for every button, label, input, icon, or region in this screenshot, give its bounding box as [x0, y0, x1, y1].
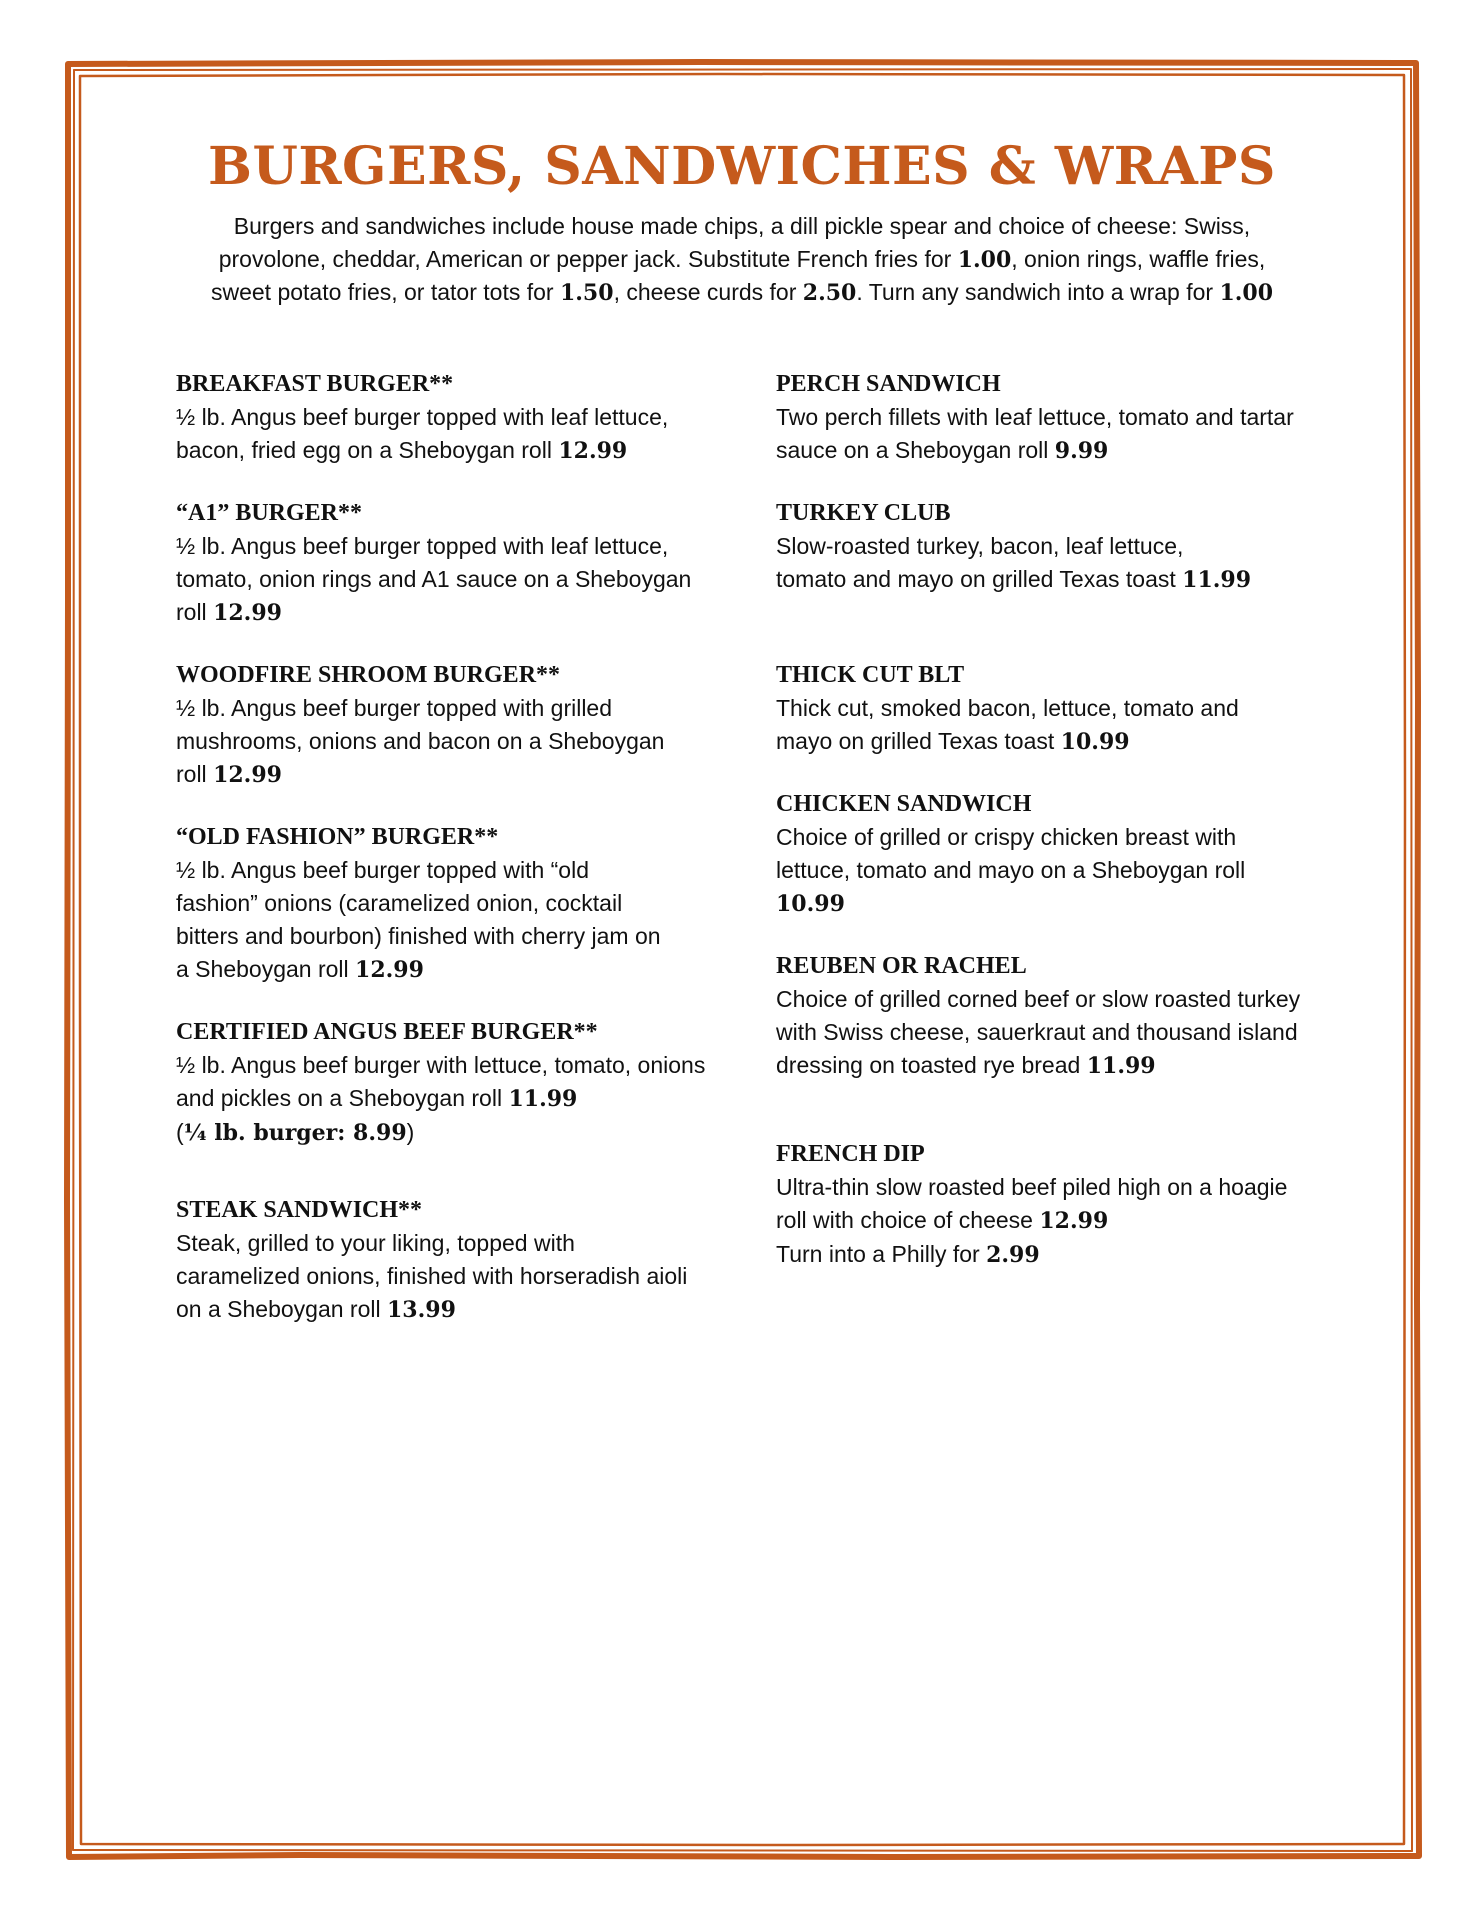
item-price: 12.99 [213, 600, 282, 626]
intro-price-fries: 1.00 [957, 246, 1012, 273]
item-price: 10.99 [776, 891, 845, 917]
menu-item-thick-cut-blt [776, 659, 1296, 759]
intro-price-curds: 2.50 [802, 280, 857, 306]
item-name: REUBEN OR RACHEL [776, 953, 1027, 979]
intro-price-sides: 1.50 [559, 280, 614, 306]
menu-item-reuben-or-rachel [776, 950, 1301, 1083]
item-name: PERCH SANDWICH [776, 371, 1001, 397]
item-description: Slow-roasted turkey, bacon, leaf lettuce, tomato and mayo on grilled Texas toast 11.99 [776, 533, 1252, 593]
item-name: STEAK SANDWICH** [176, 1197, 423, 1223]
item-price: 11.99 [1086, 1053, 1156, 1079]
item-description: Steak, grilled to your liking, topped with caramelized onions, finished with horseradish aioli on a Sheboygan roll 13.99 [176, 1230, 688, 1323]
item-extra-text: Turn into a Philly for [776, 1241, 987, 1267]
item-description: ½ lb. Angus beef burger with lettuce, tomato, onions and pickles on a Sheboygan roll 11.99 (¼ lb. burger: 8.99) [176, 1052, 706, 1146]
item-extra-price: 2.99 [986, 1242, 1040, 1268]
item-price: 12.99 [355, 957, 424, 983]
page-title: BURGERS, SANDWICHES & WRAPS [208, 136, 1276, 197]
menu-item-chicken-sandwich [776, 788, 1301, 921]
menu-item-perch-sandwich [776, 368, 1296, 468]
item-price: 12.99 [213, 762, 282, 788]
item-price: 12.99 [1039, 1208, 1109, 1234]
item-extra-open: ( [176, 1119, 184, 1145]
item-description: Thick cut, smoked bacon, lettuce, tomato and mayo on grilled Texas toast 10.99 [776, 695, 1239, 755]
intro-text-4: . Turn any sandwich into a wrap for [856, 279, 1220, 305]
menu-item-turkey-club [776, 497, 1256, 597]
intro-price-wrap: 1.00 [1219, 280, 1274, 306]
item-price: 11.99 [1182, 567, 1252, 593]
item-name: WOODFIRE SHROOM BURGER** [176, 662, 561, 688]
item-description: Choice of grilled corned beef or slow roasted turkey with Swiss cheese, sauerkraut and thousand island dressing on toasted rye bread 11.99 [776, 986, 1301, 1079]
item-price: 11.99 [508, 1086, 578, 1112]
item-extra-price: ¼ lb. burger: 8.99 [183, 1120, 407, 1146]
item-description: Ultra-thin slow roasted beef piled high on a hoagie roll with choice of cheese 12.99 Turn into a Philly for 2.99 [776, 1174, 1288, 1268]
item-name: TURKEY CLUB [776, 500, 951, 526]
item-description: Choice of grilled or crispy chicken breast with lettuce, tomato and mayo on a Sheboygan roll 10.99 [776, 824, 1246, 917]
menu-item-a1-burger [176, 497, 716, 630]
menu-item-steak-sandwich [176, 1194, 696, 1327]
menu-item-woodfire-shroom-burger [176, 659, 696, 792]
item-description: Two perch fillets with leaf lettuce, tomato and tartar sauce on a Sheboygan roll 9.99 [776, 404, 1294, 464]
intro-text-2: , onion rings, waffle fries, sweet potato fries, or tator tots for [210, 245, 1266, 305]
menu-item-certified-angus-beef-burger [176, 1016, 706, 1150]
item-name: “OLD FASHION” BURGER** [176, 824, 499, 850]
item-name: CHICKEN SANDWICH [776, 791, 1032, 817]
intro-text-1: Burgers and sandwiches include house made chips, a dill pickle spear and choice of cheese: Swiss, provolone, cheddar, American or pepper jack. Substitute French fries for [218, 213, 1251, 272]
item-description: ½ lb. Angus beef burger topped with grilled mushrooms, onions and bacon on a Sheboygan roll 12.99 [176, 695, 665, 788]
item-name: “A1” BURGER** [176, 500, 363, 526]
item-price: 9.99 [1054, 438, 1109, 464]
item-name: THICK CUT BLT [776, 662, 965, 688]
menu-item-breakfast-burger [176, 368, 716, 468]
item-name: CERTIFIED ANGUS BEEF BURGER** [176, 1019, 598, 1045]
menu-item-old-fashion-burger [176, 821, 666, 987]
item-price: 12.99 [558, 438, 628, 464]
intro-text-3: , cheese curds for [613, 279, 803, 305]
item-extra-close: ) [406, 1119, 415, 1145]
menu-item-french-dip [776, 1138, 1296, 1272]
item-name: FRENCH DIP [776, 1141, 925, 1167]
item-price: 13.99 [387, 1297, 456, 1323]
item-description: ½ lb. Angus beef burger topped with leaf lettuce, bacon, fried egg on a Sheboygan roll 12.99 [176, 404, 669, 464]
menu-intro [200, 210, 1284, 310]
item-description: ½ lb. Angus beef burger topped with “old fashion” onions (caramelized onion, cocktail bitters and bourbon) finished with cherry jam on a Sheboygan roll 12.99 [176, 857, 661, 983]
item-price: 10.99 [1060, 729, 1130, 755]
item-name: BREAKFAST BURGER** [176, 371, 454, 397]
item-description: ½ lb. Angus beef burger topped with leaf lettuce, tomato, onion rings and A1 sauce on a Sheboygan roll 12.99 [176, 533, 692, 626]
